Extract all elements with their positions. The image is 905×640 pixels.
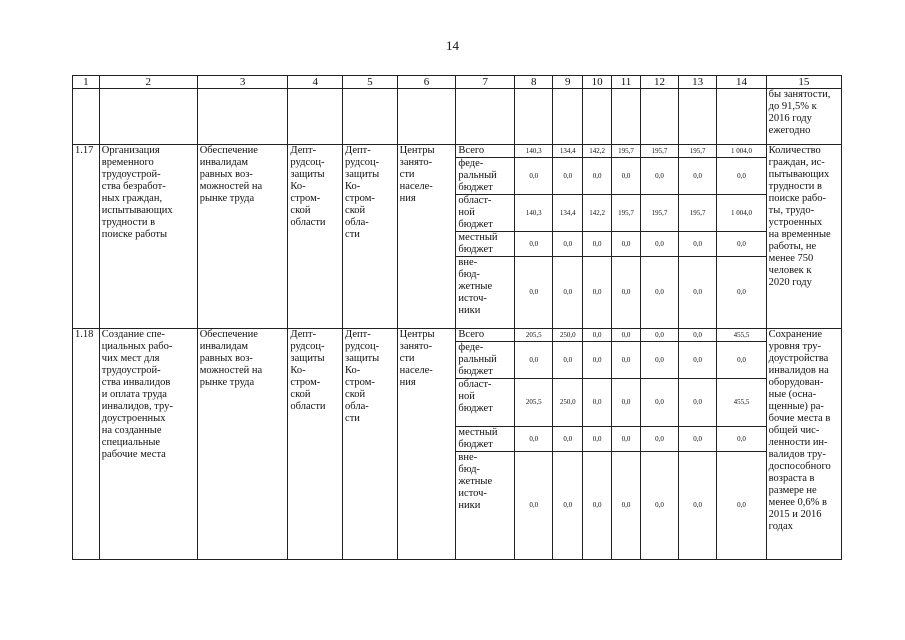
- col-header: 9: [553, 76, 583, 89]
- col-header: 1: [73, 76, 100, 89]
- funding-value: 0,0: [553, 158, 583, 195]
- table-row: [73, 145, 842, 158]
- funding-value: 0,0: [640, 427, 678, 452]
- expected-result: Сохранение уровня тру- доустройства инвалидов на оборудован- ные (осна- щенные) ра- бочие места в общей чис- ленности ин- валидов тру- доспособного возраста в размере не менее 0,6% в 2015 и 2016 годах: [766, 329, 841, 560]
- funding-source-label: местный бюджет: [456, 232, 515, 257]
- col-header: 3: [197, 76, 288, 89]
- funding-value: 0,0: [515, 158, 553, 195]
- funding-value: 0,0: [679, 232, 717, 257]
- funding-value: 0,0: [583, 427, 612, 452]
- funding-value: 0,0: [553, 427, 583, 452]
- col-header: 11: [612, 76, 641, 89]
- funding-value: 0,0: [583, 257, 612, 329]
- funding-value: 140,3: [515, 195, 553, 232]
- continuation-row: [73, 89, 842, 145]
- col-header: 14: [717, 76, 766, 89]
- funding-value: 455,5: [717, 329, 766, 342]
- funding-value: 0,0: [679, 427, 717, 452]
- funding-value: 0,0: [612, 342, 641, 379]
- funding-value: 0,0: [612, 427, 641, 452]
- item-number: 1.18: [73, 329, 100, 560]
- item-task: Обеспечение инвалидам равных воз- можностей на рынке труда: [197, 145, 288, 329]
- funding-value: 0,0: [717, 342, 766, 379]
- funding-source-label: феде- ральный бюджет: [456, 342, 515, 379]
- table-row: [73, 329, 842, 342]
- funding-value: 0,0: [640, 232, 678, 257]
- funding-value: 0,0: [583, 452, 612, 560]
- funding-value: 205,5: [515, 379, 553, 427]
- funding-value: 0,0: [679, 158, 717, 195]
- header-row: [73, 76, 842, 89]
- funding-value: 0,0: [612, 452, 641, 560]
- funding-value: 0,0: [612, 329, 641, 342]
- funding-value: 0,0: [515, 232, 553, 257]
- funding-value: 0,0: [640, 329, 678, 342]
- funding-value: 455,5: [717, 379, 766, 427]
- funding-value: 195,7: [640, 145, 678, 158]
- funding-source-label: Всего: [456, 329, 515, 342]
- funding-value: 0,0: [515, 452, 553, 560]
- funding-value: 0,0: [640, 342, 678, 379]
- item-partner: Центры занято- сти населе- ния: [397, 329, 456, 560]
- col-header: 2: [99, 76, 197, 89]
- funding-value: 0,0: [612, 158, 641, 195]
- funding-source-label: Всего: [456, 145, 515, 158]
- expected-result: Количество граждан, ис- пытывающих трудности в поиске рабо- ты, трудо- устроенных на временные работы, не менее 750 человек к 2020 году: [766, 145, 841, 329]
- item-coexecutor: Депт- рудсоц- защиты Ко- стром- ской обла- сти: [343, 145, 398, 329]
- funding-value: 0,0: [717, 257, 766, 329]
- funding-value: 195,7: [612, 145, 641, 158]
- item-coexecutor: Депт- рудсоц- защиты Ко- стром- ской обла- сти: [343, 329, 398, 560]
- funding-value: 0,0: [583, 158, 612, 195]
- funding-value: 0,0: [583, 232, 612, 257]
- continuation-text: бы занятости, до 91,5% к 2016 году ежегодно: [766, 89, 841, 145]
- item-name: Организация временного трудоустрой- ства безработ- ных граждан, испытывающих трудности в поиске работы: [99, 145, 197, 329]
- item-number: 1.17: [73, 145, 100, 329]
- funding-value: 0,0: [515, 427, 553, 452]
- funding-value: 0,0: [553, 257, 583, 329]
- funding-value: 142,2: [583, 195, 612, 232]
- funding-value: 0,0: [679, 257, 717, 329]
- funding-value: 0,0: [640, 257, 678, 329]
- funding-value: 1 004,0: [717, 145, 766, 158]
- item-partner: Центры занято- сти населе- ния: [397, 145, 456, 329]
- funding-value: 195,7: [679, 195, 717, 232]
- funding-value: 0,0: [612, 232, 641, 257]
- col-header: 15: [766, 76, 841, 89]
- col-header: 6: [397, 76, 456, 89]
- col-header: 13: [679, 76, 717, 89]
- col-header: 5: [343, 76, 398, 89]
- funding-value: 250,0: [553, 379, 583, 427]
- funding-value: 0,0: [553, 452, 583, 560]
- funding-source-label: вне- бюд- жетные источ- ники: [456, 452, 515, 560]
- funding-value: 0,0: [679, 342, 717, 379]
- item-executor: Депт- рудсоц- защиты Ко- стром- ской области: [288, 145, 343, 329]
- funding-value: 195,7: [612, 195, 641, 232]
- funding-value: 0,0: [717, 158, 766, 195]
- col-header: 7: [456, 76, 515, 89]
- funding-value: 195,7: [679, 145, 717, 158]
- col-header: 12: [640, 76, 678, 89]
- funding-value: 1 004,0: [717, 195, 766, 232]
- funding-value: 0,0: [612, 257, 641, 329]
- funding-value: 0,0: [717, 452, 766, 560]
- funding-value: 0,0: [640, 452, 678, 560]
- funding-value: 134,4: [553, 145, 583, 158]
- funding-value: 0,0: [515, 257, 553, 329]
- funding-value: 0,0: [583, 329, 612, 342]
- item-name: Создание спе- циальных рабо- чих мест для трудоустрой- ства инвалидов и оплата труда инвалидов, тру- доустроенных на созданные специальные рабочие места: [99, 329, 197, 560]
- funding-source-label: местный бюджет: [456, 427, 515, 452]
- col-header: 10: [583, 76, 612, 89]
- funding-value: 0,0: [583, 342, 612, 379]
- funding-value: 0,0: [553, 232, 583, 257]
- funding-source-label: област- ной бюджет: [456, 379, 515, 427]
- funding-value: 134,4: [553, 195, 583, 232]
- funding-value: 0,0: [640, 158, 678, 195]
- funding-value: 140,3: [515, 145, 553, 158]
- funding-value: 0,0: [515, 342, 553, 379]
- funding-value: 0,0: [612, 379, 641, 427]
- funding-source-label: област- ной бюджет: [456, 195, 515, 232]
- funding-value: 0,0: [583, 379, 612, 427]
- funding-source-label: феде- ральный бюджет: [456, 158, 515, 195]
- page-number: 14: [446, 38, 459, 53]
- funding-source-label: вне- бюд- жетные источ- ники: [456, 257, 515, 329]
- item-task: Обеспечение инвалидам равных воз- можностей на рынке труда: [197, 329, 288, 560]
- funding-value: 0,0: [553, 342, 583, 379]
- funding-value: 205,5: [515, 329, 553, 342]
- col-header: 8: [515, 76, 553, 89]
- program-table: [72, 75, 842, 560]
- funding-value: 250,0: [553, 329, 583, 342]
- funding-value: 0,0: [717, 232, 766, 257]
- funding-value: 0,0: [717, 427, 766, 452]
- funding-value: 142,2: [583, 145, 612, 158]
- funding-value: 195,7: [640, 195, 678, 232]
- item-executor: Депт- рудсоц- защиты Ко- стром- ской области: [288, 329, 343, 560]
- funding-value: 0,0: [640, 379, 678, 427]
- funding-value: 0,0: [679, 329, 717, 342]
- funding-value: 0,0: [679, 452, 717, 560]
- col-header: 4: [288, 76, 343, 89]
- funding-value: 0,0: [679, 379, 717, 427]
